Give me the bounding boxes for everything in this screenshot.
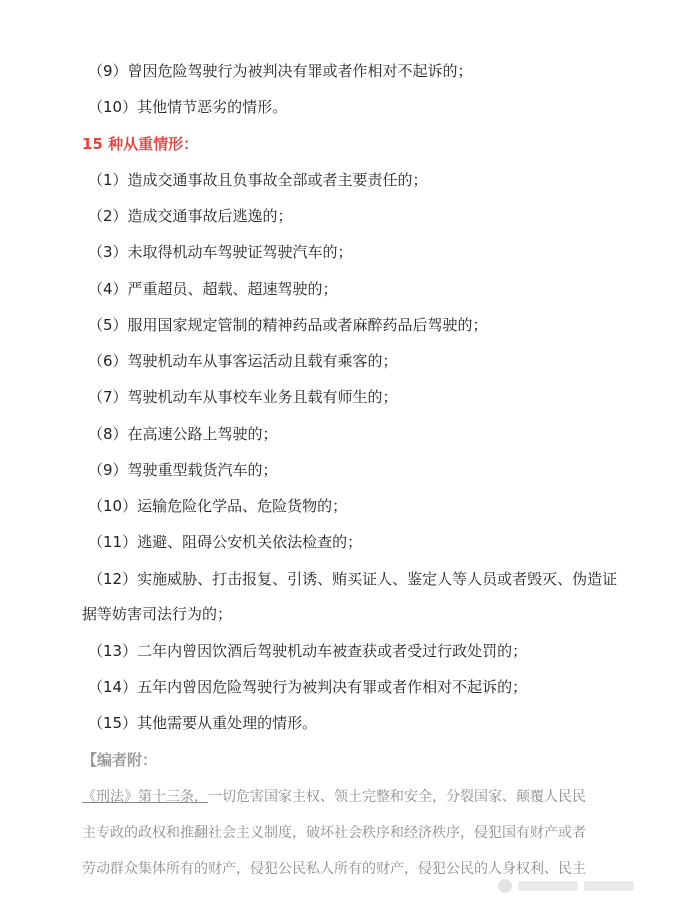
list-item: （2）造成交通事故后逃逸的； — [88, 207, 293, 225]
prev-item-10: （10）其他情节恶劣的情形。 — [88, 98, 288, 116]
list-item: （15）其他需要从重处理的情形。 — [88, 714, 318, 732]
section-title: 15 种从重情形： — [82, 135, 199, 153]
list-item: （4）严重超员、超载、超速驾驶的； — [88, 280, 338, 298]
watermark-mark — [518, 881, 578, 891]
note-line-3: 劳动群众集体所有的财产，侵犯公民私人所有的财产，侵犯公民的人身权利、民主 — [82, 861, 586, 877]
list-item: （8）在高速公路上驾驶的； — [88, 425, 278, 443]
list-item: （1）造成交通事故且负事故全部或者主要责任的； — [88, 171, 428, 189]
criminal-law-link[interactable]: 《刑法》第十三条， — [82, 789, 208, 805]
list-item-continuation: 据等妨害司法行为的； — [82, 605, 233, 623]
note-line-1 — [82, 787, 586, 807]
list-item: （11）逃避、阻碍公安机关依法检查的； — [88, 533, 363, 551]
watermark-mark — [584, 881, 634, 891]
list-item: （9）驾驶重型载货汽车的； — [88, 461, 278, 479]
note-line-1-text: 一切危害国家主权、领土完整和安全，分裂国家、颠覆人民民 — [208, 789, 586, 805]
prev-item-9: （9）曾因危险驾驶行为被判决有罪或者作相对不起诉的； — [88, 62, 473, 80]
editor-note-title: 【编者附： — [82, 751, 158, 769]
watermark — [498, 878, 648, 894]
list-item: （5）服用国家规定管制的精神药品或者麻醉药品后驾驶的； — [88, 316, 488, 334]
list-item: （14）五年内曾因危险驾驶行为被判决有罪或者作相对不起诉的； — [88, 678, 528, 696]
list-item: （13）二年内曾因饮酒后驾驶机动车被查获或者受过行政处罚的； — [88, 642, 528, 660]
list-item: （7）驾驶机动车从事校车业务且载有师生的； — [88, 388, 398, 406]
list-item: （10）运输危险化学品、危险货物的； — [88, 497, 348, 515]
list-item: （6）驾驶机动车从事客运活动且载有乘客的； — [88, 352, 398, 370]
watermark-logo-icon — [498, 879, 512, 893]
note-line-2: 主专政的政权和推翻社会主义制度，破坏社会秩序和经济秩序，侵犯国有财产或者 — [82, 825, 586, 841]
list-item: （12）实施威胁、打击报复、引诱、贿买证人、鉴定人等人员或者毁灭、伪造证 — [88, 570, 618, 588]
list-item: （3）未取得机动车驾驶证驾驶汽车的； — [88, 243, 353, 261]
